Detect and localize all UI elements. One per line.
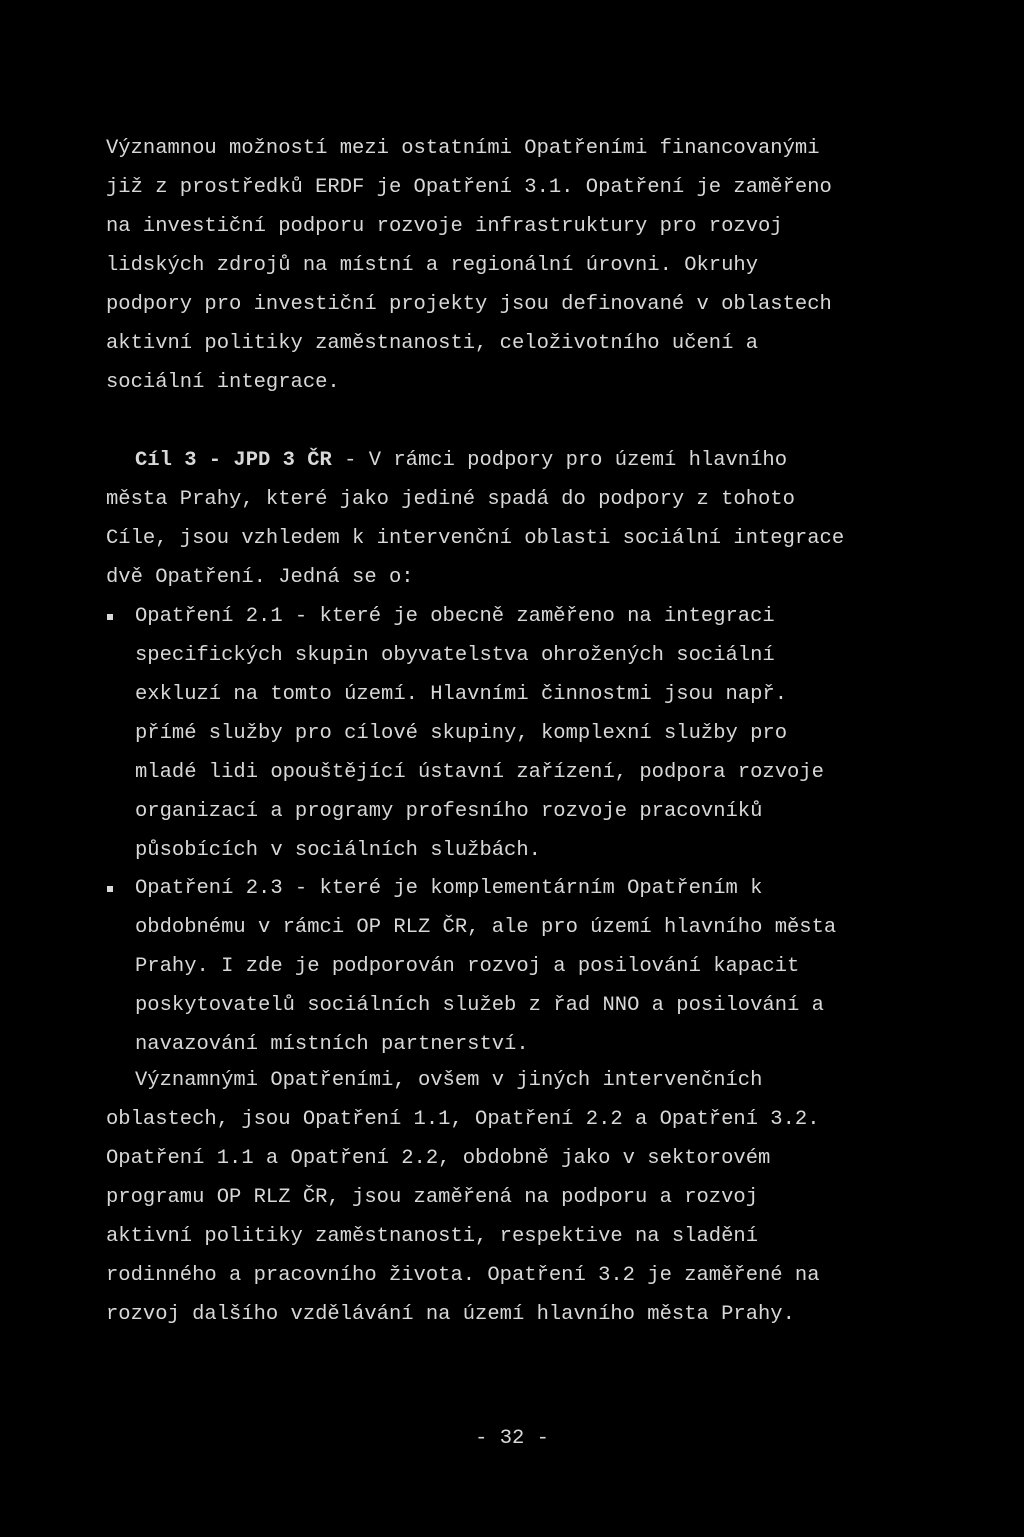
text-line: aktivní politiky zaměstnanosti, celoživotního učení a [106, 332, 759, 355]
cil3-heading: Cíl 3 - JPD 3 ČR [135, 449, 332, 472]
text-line: na investiční podporu rozvoje infrastruktury pro rozvoj [106, 215, 783, 238]
bullet-icon [107, 886, 113, 892]
text-line: rozvoj dalšího vzdělávání na území hlavního města Prahy. [106, 1303, 795, 1326]
text-line: přímé služby pro cílové skupiny, komplexní služby pro [135, 722, 788, 745]
text-line: exkluzí na tomto území. Hlavními činnostmi jsou např. [135, 683, 788, 706]
text-line: sociální integrace. [106, 371, 340, 394]
text-line: mladé lidi opouštějící ústavní zařízení, podpora rozvoje [135, 761, 824, 784]
text-line: podpory pro investiční projekty jsou definované v oblastech [106, 293, 832, 316]
text-line: aktivní politiky zaměstnanosti, respektive na sladění [106, 1225, 759, 1248]
text-line: dvě Opatření. Jedná se o: [106, 566, 414, 589]
text-line: obdobnému v rámci OP RLZ ČR, ale pro území hlavního města [135, 916, 837, 939]
text-line: specifických skupin obyvatelstva ohrožených sociální [135, 644, 775, 667]
text-line: Opatření 1.1 a Opatření 2.2, obdobně jako v sektorovém [106, 1147, 771, 1170]
text-line: Opatření 2.1 - které je obecně zaměřeno na integraci [135, 605, 775, 628]
text-line: poskytovatelů sociálních služeb z řad NNO a posilování a [135, 994, 824, 1017]
text-line: oblastech, jsou Opatření 1.1, Opatření 2.2 a Opatření 3.2. [106, 1108, 820, 1131]
text-line: lidských zdrojů na místní a regionální úrovni. Okruhy [106, 254, 759, 277]
text-line: Prahy. I zde je podporován rozvoj a posilování kapacit [135, 955, 800, 978]
page-number: - 32 - [475, 1427, 549, 1450]
text-line [135, 448, 787, 474]
text-line: města Prahy, které jako jediné spadá do podpory z tohoto [106, 488, 795, 511]
text-line: Opatření 2.3 - které je komplementárním Opatřením k [135, 877, 763, 900]
text-line: již z prostředků ERDF je Opatření 3.1. Opatření je zaměřeno [106, 176, 832, 199]
text-line: navazování místních partnerství. [135, 1033, 529, 1056]
bullet-icon [107, 614, 113, 620]
text-line: působících v sociálních službách. [135, 839, 541, 862]
text-line: Významnými Opatřeními, ovšem v jiných intervenčních [135, 1069, 763, 1092]
text-line: programu OP RLZ ČR, jsou zaměřená na podporu a rozvoj [106, 1186, 759, 1209]
cil3-heading-rest: - V rámci podpory pro území hlavního [331, 449, 788, 472]
text-line: Cíle, jsou vzhledem k intervenční oblasti sociální integrace [106, 527, 845, 550]
text-line: rodinného a pracovního života. Opatření 3.2 je zaměřené na [106, 1264, 820, 1287]
text-line: Významnou možností mezi ostatními Opatřeními financovanými [106, 137, 820, 160]
text-line: organizací a programy profesního rozvoje pracovníků [135, 800, 763, 823]
